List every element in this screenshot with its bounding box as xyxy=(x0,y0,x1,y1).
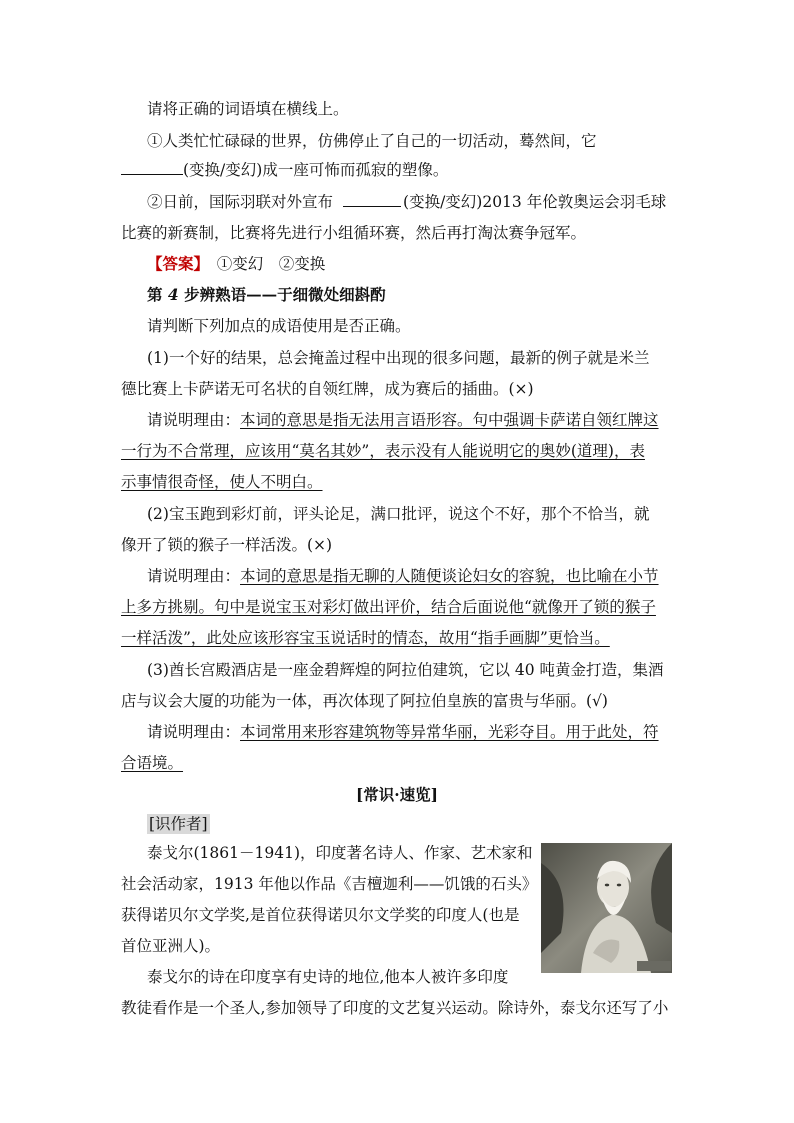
reason-1-line-2: 一行为不合常理，应该用“莫名其妙”，表示没有人能说明它的奥妙(道理)，表 xyxy=(121,442,645,460)
reason-label: 请说明理由： xyxy=(147,567,241,585)
portrait-drawing xyxy=(541,843,672,973)
reason-2-line-2: 上多方挑剔。句中是说宝玉对彩灯做出评价，结合后面说他“就像开了锁的猴子 xyxy=(121,598,656,616)
step-4-number: 4 xyxy=(167,285,179,304)
reason-2-text: 本词的意思是指无聊的人随便谈论妇女的容貌，也比喻在小节 xyxy=(240,567,659,585)
sentence-2-rest: (变换/变幻)2013 年伦敦奥运会羽毛球 xyxy=(403,193,667,211)
reason-1-text: 本词的意思是指无法用言语形容。句中强调卡萨诺自领红牌这 xyxy=(240,411,659,429)
step-4-title: 步辨熟语——于细微处细斟酌 xyxy=(178,285,386,304)
answer-label: 【答案】 xyxy=(147,254,202,273)
tagore-portrait-image xyxy=(541,843,672,973)
step-4-prefix: 第 xyxy=(147,285,168,304)
reason-2-line-1 xyxy=(147,566,701,586)
sentence-2-line-2: 比赛的新赛制，比赛将先进行小组循环赛，然后再打淘汰赛争冠军。 xyxy=(121,224,587,242)
bio-line-5: 泰戈尔的诗在印度享有史诗的地位,他本人被许多印度 xyxy=(147,968,509,986)
judge-instruction: 请判断下列加点的成语使用是否正确。 xyxy=(147,317,411,335)
fill-blank-2[interactable] xyxy=(343,192,401,207)
bio-line-4: 首位亚洲人)。 xyxy=(121,937,221,955)
sentence-2-line-1 xyxy=(147,192,701,212)
sentence-1-line-1: ①人类忙忙碌碌的世界，仿佛停止了自己的一切活动，蓦然间，它 xyxy=(147,132,597,150)
answer-line xyxy=(147,254,701,274)
bio-line-3: 获得诺贝尔文学奖,是首位获得诺贝尔文学奖的印度人(也是 xyxy=(121,906,520,924)
reason-3-line-1 xyxy=(147,722,701,742)
author-tag: [识作者] xyxy=(149,815,208,833)
question-2-line-1: (2)宝玉跑到彩灯前，评头论足，满口批评，说这个不好，那个不恰当，就 xyxy=(147,505,650,523)
reason-3-line-2: 合语境。 xyxy=(121,754,184,772)
section-title: [常识·速览] xyxy=(355,785,439,804)
instruction-line: 请将正确的词语填在横线上。 xyxy=(147,100,349,118)
reason-label: 请说明理由： xyxy=(147,723,241,741)
reason-3-text: 本词常用来形容建筑物等异常华丽，光彩夺目。用于此处，符 xyxy=(240,723,659,741)
reason-1-line-1 xyxy=(147,410,701,430)
question-3-line-1: (3)酋长宫殿酒店是一座金碧辉煌的阿拉伯建筑，它以 40 吨黄金打造，集酒 xyxy=(147,661,664,679)
sentence-1-line-2 xyxy=(121,160,675,180)
answer-text: ①变幻 ②变换 xyxy=(216,255,326,273)
reason-label: 请说明理由： xyxy=(147,411,241,429)
question-3-line-2: 店与议会大厦的功能为一体，再次体现了阿拉伯皇族的富贵与华丽。(√) xyxy=(121,692,608,710)
question-1-line-1: (1)一个好的结果，总会掩盖过程中出现的很多问题，最新的例子就是米兰 xyxy=(147,349,650,367)
sentence-1-text: (变换/变幻)成一座可怖而孤寂的塑像。 xyxy=(183,161,449,179)
sentence-2-start: ②日前，国际羽联对外宣布 xyxy=(147,193,334,211)
question-2-line-2: 像开了锁的猴子一样活泼。(×) xyxy=(121,536,333,554)
reason-2-line-3: 一样活泼”，此处应该形容宝玉说话时的情态，故用“指手画脚”更恰当。 xyxy=(121,629,610,647)
reason-1-line-3: 示事情很奇怪，使人不明白。 xyxy=(121,473,323,491)
fill-blank-1[interactable] xyxy=(121,160,183,175)
bio-line-2: 社会活动家，1913 年他以作品《吉檀迦利——饥饿的石头》 xyxy=(121,875,538,893)
question-1-line-2: 德比赛上卡萨诺无可名状的自领红牌，成为赛后的插曲。(×) xyxy=(121,380,534,398)
step-4-heading xyxy=(147,285,701,305)
bio-line-6: 教徒看作是一个圣人,参加领导了印度的文艺复兴运动。除诗外，泰戈尔还写了小 xyxy=(121,999,669,1017)
bio-text-1: 泰戈尔(1861－1941)，印度著名诗人、作家、艺术家和 xyxy=(147,844,533,862)
